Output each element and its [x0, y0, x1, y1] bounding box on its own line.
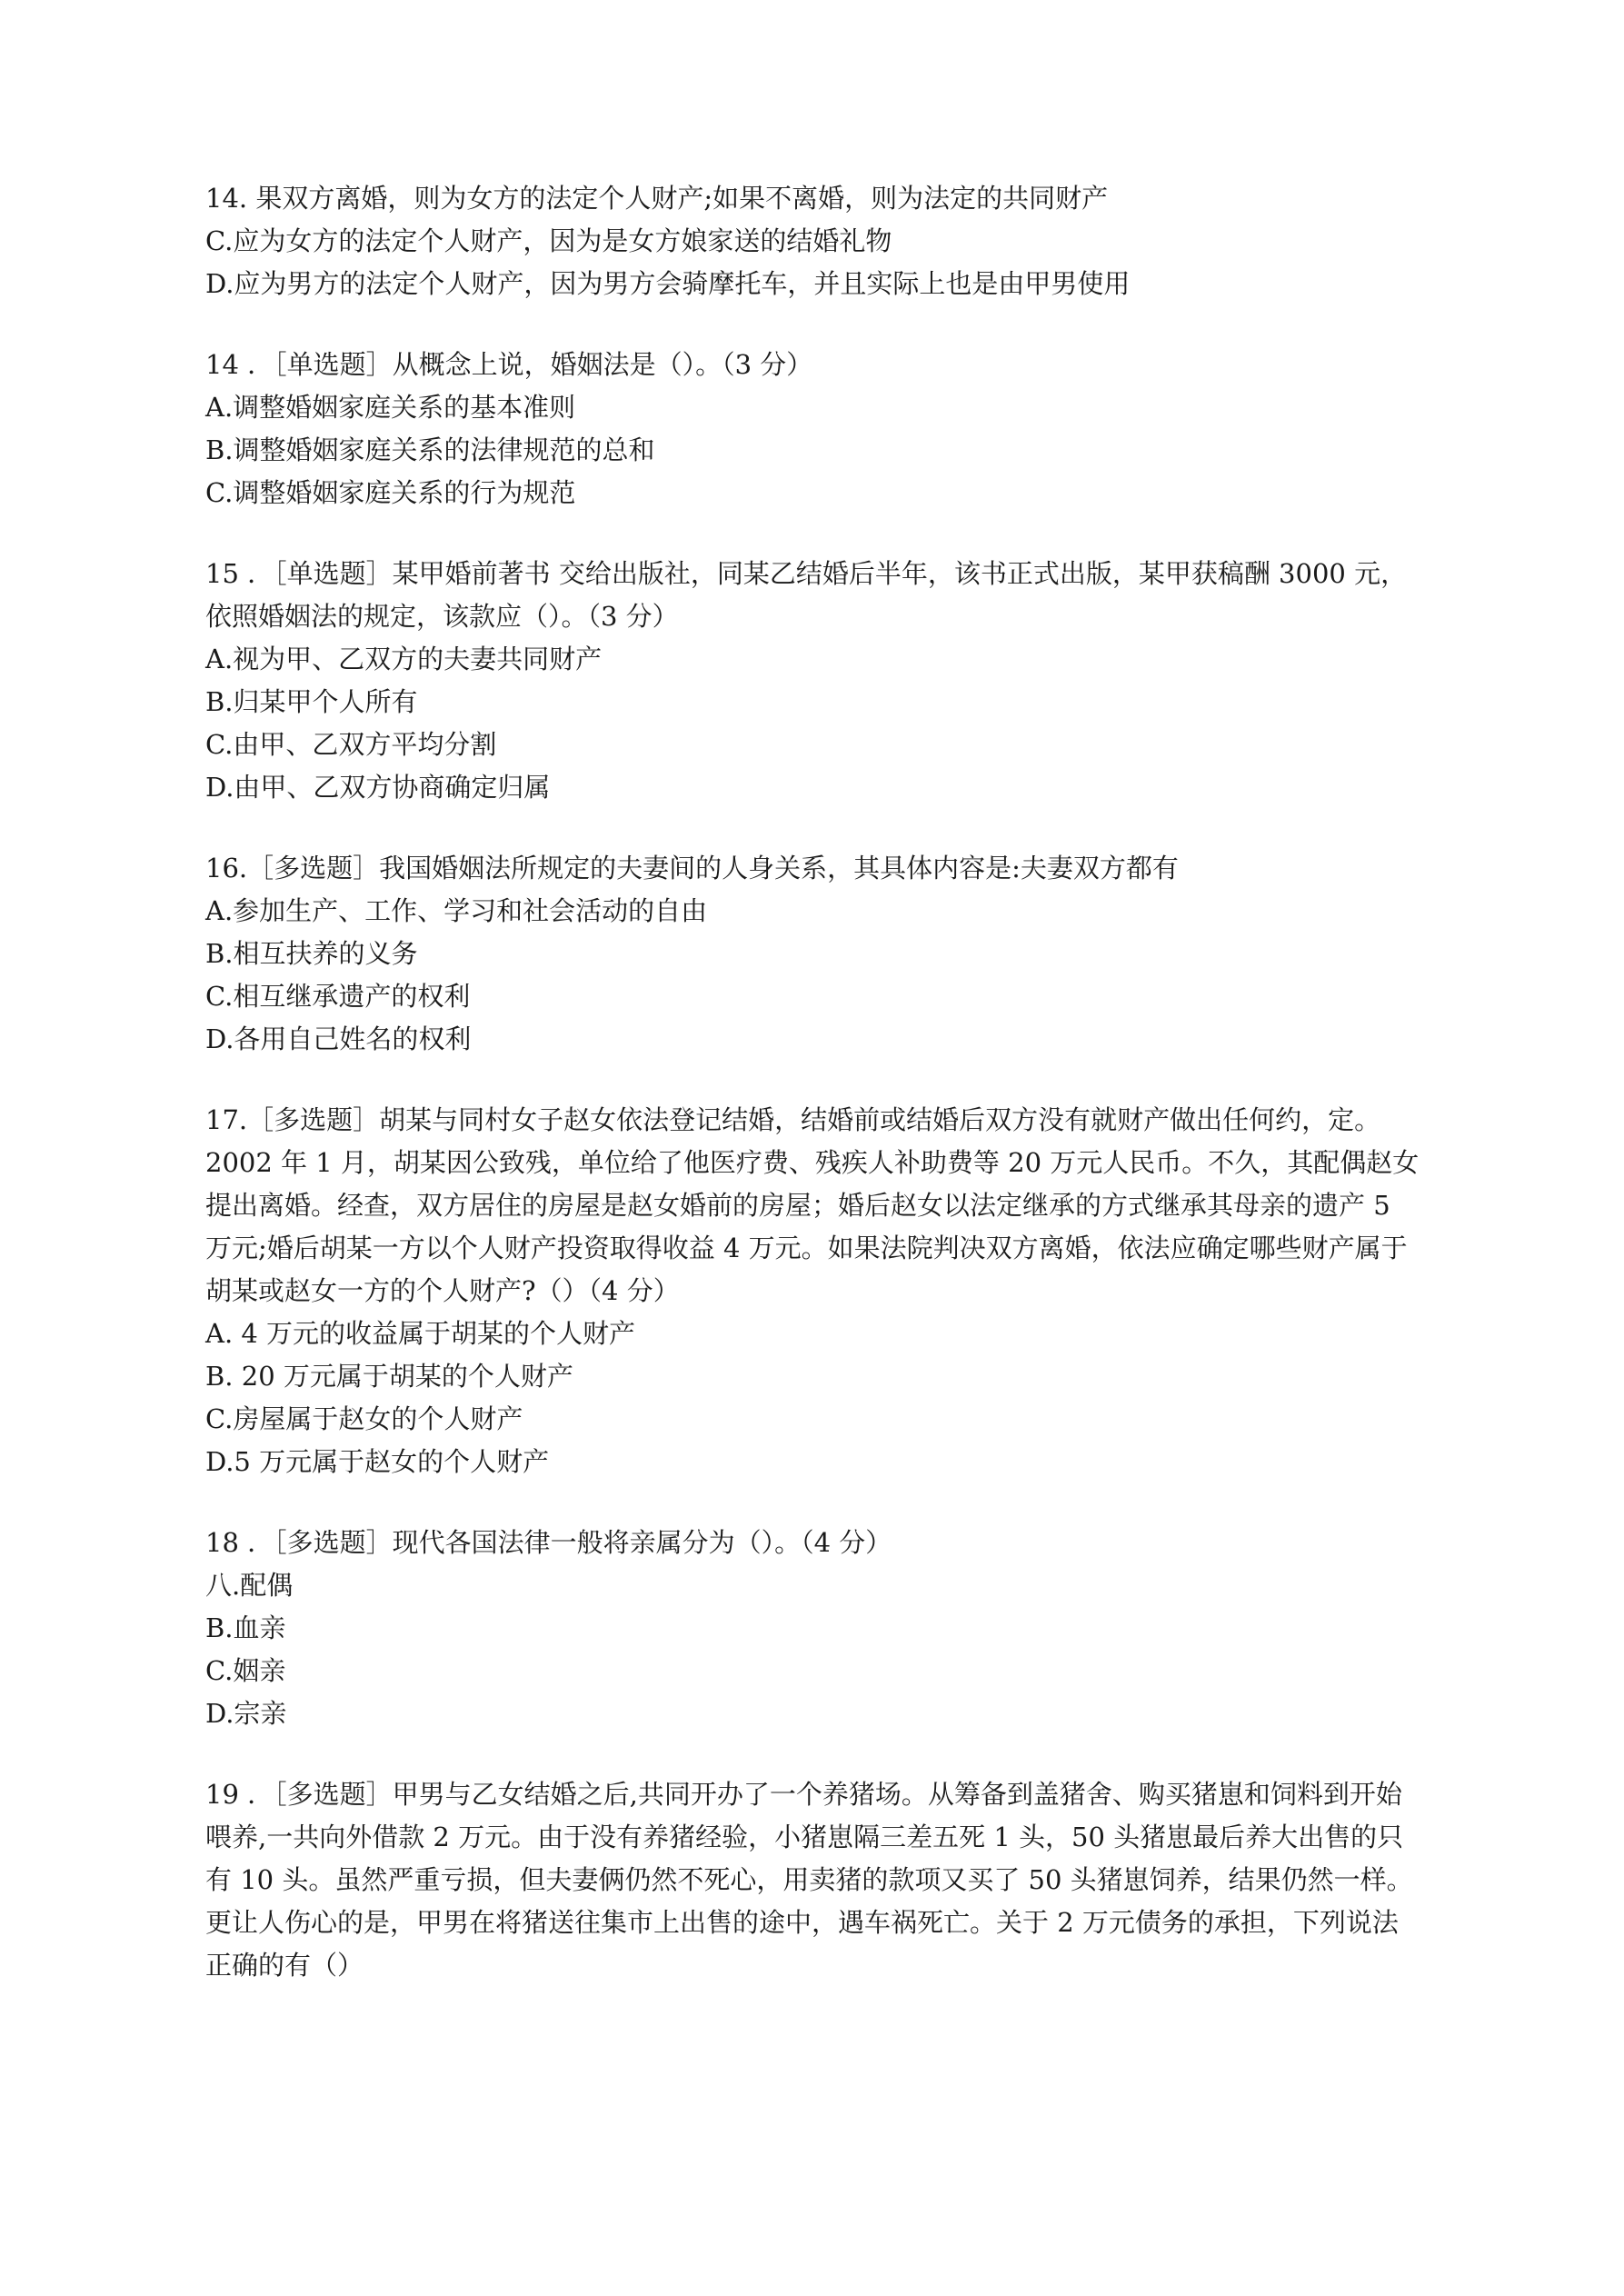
question-stem: 14. 果双方离婚，则为女方的法定个人财产;如果不离婚，则为法定的共同财产	[205, 183, 1109, 214]
option-c: C.相互继承遗产的权利	[205, 981, 471, 1012]
option-a: A.调整婚姻家庭关系的基本准则	[205, 392, 576, 423]
option-c: C.调整婚姻家庭关系的行为规范	[205, 477, 576, 508]
option-b: B.相互扶养的义务	[205, 938, 418, 969]
question-16	[205, 847, 1442, 1061]
question-stem: 17.［多选题］胡某与同村女子赵女依法登记结婚，结婚前或结婚后双方没有就财产做出任何约，定。2002 年 1 月，胡某因公致残，单位给了他医疗费、残疾人补助费等 20 万元人民币。不久，其配偶赵女提出离婚。经查，双方居住的房屋是赵女婚前的房屋；婚后赵女以法定继承的方式继承其母亲的遗产 5 万元;婚后胡某一方以个人财产投资取得收益 4 万元。如果法院判决双方离婚，依法应确定哪些财产属于胡某或赵女一方的个人财产?（）（4 分）	[205, 1104, 1420, 1306]
question-17	[205, 1099, 1442, 1483]
question-14	[205, 344, 1442, 514]
option-b: B.调整婚姻家庭关系的法律规范的总和	[205, 434, 655, 465]
option-c: C.应为女方的法定个人财产，因为是女方娘家送的结婚礼物	[205, 225, 892, 256]
option-c: C.姻亲	[205, 1655, 286, 1686]
option-d: D.应为男方的法定个人财产，因为男方会骑摩托车，并且实际上也是由甲男使用	[205, 268, 1131, 299]
option-d: D.宗亲	[205, 1698, 287, 1729]
question-15	[205, 553, 1442, 809]
option-d: D.5 万元属于赵女的个人财产	[205, 1446, 550, 1477]
question-14-continued	[205, 177, 1442, 305]
option-c: C.房屋属于赵女的个人财产	[205, 1403, 523, 1434]
option-d: D.由甲、乙双方协商确定归属	[205, 772, 551, 803]
option-a: A. 4 万元的收益属于胡某的个人财产	[205, 1318, 636, 1349]
option-a: A.视为甲、乙双方的夫妻共同财产	[205, 644, 603, 674]
option-b: B.血亲	[205, 1612, 286, 1643]
option-b: B. 20 万元属于胡某的个人财产	[205, 1361, 573, 1392]
question-stem: 19 ．［多选题］甲男与乙女结婚之后,共同开办了一个养猪场。从筹备到盖猪舍、购买猪崽和饲料到开始喂养,一共向外借款 2 万元。由于没有养猪经验，小猪崽隔三差五死 1 头，50 头猪崽最后养大出售的只有 10 头。虽然严重亏损，但夫妻俩仍然不死心，用卖猪的款项又买了 50 头猪崽饲养，结果仍然一样。更让人伤心的是，甲男在将猪送往集市上出售的途中，遇车祸死亡。关于 2 万元债务的承担，下列说法正确的有（）	[205, 1779, 1413, 1981]
option-b: B.归某甲个人所有	[205, 686, 418, 717]
question-stem: 18 ．［多选题］现代各国法律一般将亲属分为（）。（4 分）	[205, 1527, 892, 1558]
question-18	[205, 1522, 1442, 1735]
question-stem: 14 ．［单选题］从概念上说，婚姻法是（）。（3 分）	[205, 349, 813, 380]
question-19	[205, 1773, 1442, 1987]
option-c: C.由甲、乙双方平均分割	[205, 729, 497, 760]
option-a: 八.配偶	[205, 1570, 294, 1601]
question-stem: 16.［多选题］我国婚姻法所规定的夫妻间的人身关系，其具体内容是:夫妻双方都有	[205, 853, 1179, 883]
question-stem: 15 ．［单选题］某甲婚前著书 交给出版社，同某乙结婚后半年，该书正式出版，某甲获稿酬 3000 元，依照婚姻法的规定，该款应（）。（3 分）	[205, 558, 1408, 632]
option-a: A.参加生产、工作、学习和社会活动的自由	[205, 895, 708, 926]
option-d: D.各用自己姓名的权利	[205, 1023, 472, 1054]
